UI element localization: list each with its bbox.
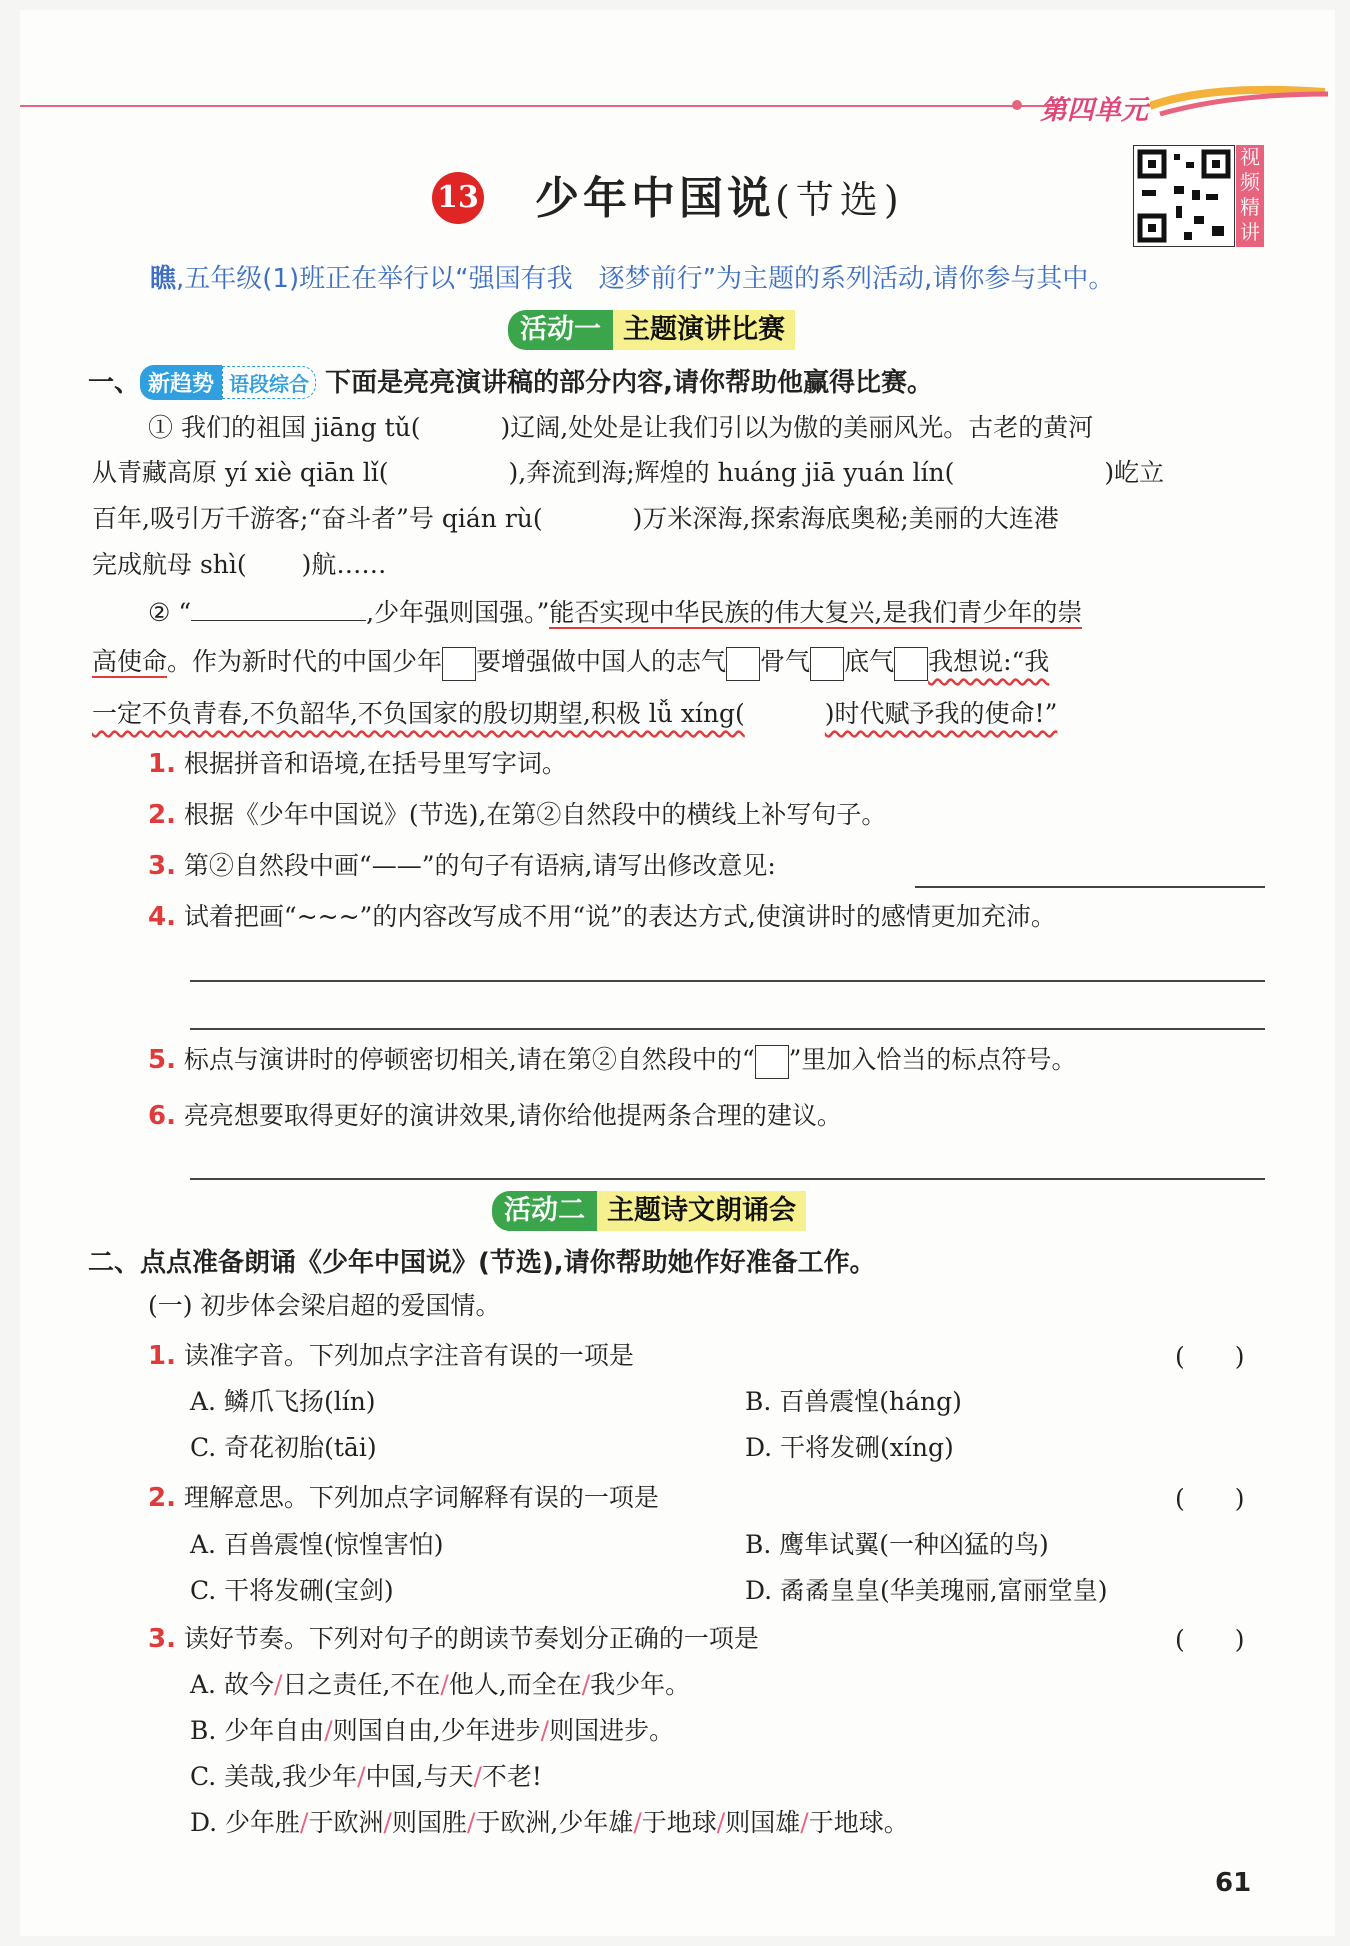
option-a[interactable]: A. 百兽震惶(惊惶害怕) <box>190 1530 444 1559</box>
punctuation-box[interactable] <box>894 647 928 681</box>
answer-paren[interactable]: ( ) <box>1175 1484 1245 1513</box>
question-4: 4. 试着把画“~~~”的内容改写成不用“说”的表达方式,使演讲时的感情更加充沛。 <box>148 902 1056 932</box>
punctuation-box[interactable] <box>810 647 844 681</box>
passage-line: 百年,吸引万千游客;“奋斗者”号 qián rù( )万米深海,探索海底奥秘;美丽的大连港 <box>92 504 1059 533</box>
passage-line: ① 我们的祖国 jiāng tǔ( )辽阔,处处是让我们引以为傲的美丽风光。古老的黄河 <box>148 413 1094 442</box>
option-c[interactable]: C. 干将发硎(宝剑) <box>190 1576 394 1605</box>
unit-label: 第四单元 <box>1040 95 1148 126</box>
qr-code[interactable] <box>1133 145 1235 247</box>
passage-line: ② “ ,少年强则国强。”能否实现中华民族的伟大复兴,是我们青少年的崇 <box>148 598 1083 627</box>
page-number: 61 <box>1215 1868 1252 1898</box>
activity-two-banner: 活动二 主题诗文朗诵会 <box>492 1191 806 1231</box>
punctuation-box-example <box>755 1045 789 1079</box>
fill-in-blank[interactable] <box>191 596 366 621</box>
passage-line: 高使命。作为新时代的中国少年 要增强做中国人的志气 骨气 底气 我想说:“我 <box>92 643 1049 681</box>
header-dot <box>1012 100 1022 110</box>
answer-line[interactable] <box>190 1028 1265 1030</box>
swoosh-decoration <box>1150 84 1330 124</box>
answer-line[interactable] <box>190 1178 1265 1180</box>
option-a[interactable]: A. 故今/日之责任,不在/他人,而全在/我少年。 <box>190 1670 691 1699</box>
lesson-title: 少年中国说(节选) <box>535 173 905 224</box>
mc-question-2: 2. 理解意思。下列加点字词解释有误的一项是 <box>148 1483 659 1513</box>
passage-line: 完成航母 shì( )航…… <box>92 550 387 579</box>
intro-text: 瞧,五年级(1)班正在举行以“强国有我 逐梦前行”为主题的系列活动,请你参与其中。 <box>150 264 1115 294</box>
punctuation-box[interactable] <box>442 647 476 681</box>
option-d[interactable]: D. 少年胜/于欧洲/则国胜/于欧洲,少年雄/于地球/则国雄/于地球。 <box>190 1808 909 1837</box>
question-1: 1. 根据拼音和语境,在括号里写字词。 <box>148 749 567 779</box>
option-a[interactable]: A. 鳞爪飞扬(lín) <box>190 1387 376 1416</box>
option-d[interactable]: D. 矞矞皇皇(华美瑰丽,富丽堂皇) <box>745 1576 1108 1605</box>
part-two-heading: 二、点点准备朗诵《少年中国说》(节选),请你帮助她作好准备工作。 <box>88 1248 876 1278</box>
passage-line: 从青藏高原 yí xiè qiān lǐ( ),奔流到海;辉煌的 huáng jiā yuán lín( )屹立 <box>92 458 1165 487</box>
header-rule <box>20 105 1060 107</box>
passage-line: 一定不负青春,不负韶华,不负国家的殷切期望,积极 lǚ xíng( )时代赋予我的使命!” <box>92 699 1058 728</box>
mc-question-3: 3. 读好节奏。下列对句子的朗读节奏划分正确的一项是 <box>148 1624 759 1654</box>
question-5: 5. 标点与演讲时的停顿密切相关,请在第②自然段中的“ ”里加入恰当的标点符号。 <box>148 1041 1076 1079</box>
punctuation-box[interactable] <box>726 647 760 681</box>
option-c[interactable]: C. 美哉,我少年/中国,与天/不老! <box>190 1762 542 1791</box>
option-c[interactable]: C. 奇花初胎(tāi) <box>190 1433 377 1462</box>
video-tag: 视 频 精 讲 <box>1236 145 1264 247</box>
answer-line[interactable] <box>190 980 1265 982</box>
qr-code-icon <box>1134 146 1234 246</box>
question-6: 6. 亮亮想要取得更好的演讲效果,请你给他提两条合理的建议。 <box>148 1101 842 1131</box>
option-b[interactable]: B. 少年自由/则国自由,少年进步/则国进步。 <box>190 1716 675 1745</box>
option-b[interactable]: B. 百兽震惶(háng) <box>745 1387 962 1416</box>
answer-line[interactable] <box>915 886 1265 888</box>
option-b[interactable]: B. 鹰隼试翼(一种凶猛的鸟) <box>745 1530 1049 1559</box>
activity-one-banner: 活动一 主题演讲比赛 <box>508 310 795 350</box>
answer-paren[interactable]: ( ) <box>1175 1342 1245 1371</box>
part-one-heading: 一、 新趋势 语段综合 下面是亮亮演讲稿的部分内容,请你帮助他赢得比赛。 <box>88 362 933 400</box>
lesson-number-badge: 13 <box>432 172 484 224</box>
subsection-title: (一) 初步体会梁启超的爱国情。 <box>148 1291 501 1320</box>
option-d[interactable]: D. 干将发硎(xíng) <box>745 1433 954 1462</box>
question-2: 2. 根据《少年中国说》(节选),在第②自然段中的横线上补写句子。 <box>148 800 887 830</box>
question-3: 3. 第②自然段中画“——”的句子有语病,请写出修改意见: <box>148 851 776 881</box>
mc-question-1: 1. 读准字音。下列加点字注音有误的一项是 <box>148 1341 634 1371</box>
answer-paren[interactable]: ( ) <box>1175 1625 1245 1654</box>
